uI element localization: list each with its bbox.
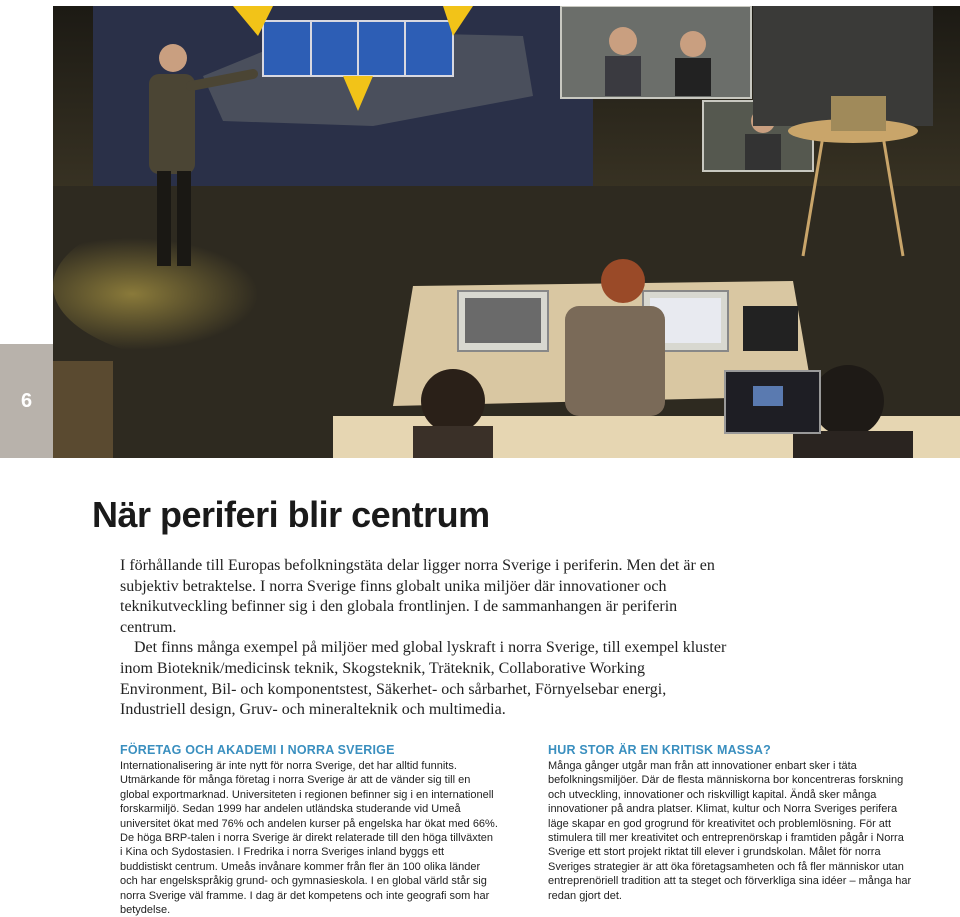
section-text: Internationalisering är inte nytt för norra Sverige, det har alltid funnits. Utmärkande för många företag i norra Sverige är att de vänder sig till en global exportmarknad. Universiteten i regionen befinner sig i en internationell forskarmiljö. Sedan 1999 har andelen utländska studerande vid Umeå universitet ökat med 76% och andelen kurser på engelska har ökat med 66%. De höga BRP-talen i norra Sverige är direkt relaterade till den höga tillväxten i Kina och Sydostasien. I Fredrika i norra Sveriges inland byggs ett buddistiskt centrum. Umeås invånare kommer från fler än 100 olika länder och har engelskspråkig grund- och gymnasieskola. I en global värld står sig norra Sverige väl framme. I dag är det kompetens och inte geografi som har betydelse. [120,760,498,917]
intro-paragraph-2: Det finns många exempel på miljöer med global lyskraft i norra Sverige, till exempel kluster inom Bioteknik/medicinsk teknik, Skogsteknik, Träteknik, Collaborative Working Environment, Bil- och komponentstest, Säkerhet- och sårbarhet, Förnyelsebar energi, Industriell design, Gruv- och mineralteknik och multimedia. [120,639,727,719]
intro-paragraph-1: I förhållande till Europas befolkningstäta delar ligger norra Sverige i periferin. Men det är en subjektiv betraktelse. I norra Sverige finns globalt unika miljöer där innovationer och teknikutveckling befinner sig i den globala frontlinjen. I de sammanhangen är periferin centrum. [120,557,715,636]
section-kritisk-massa [548,743,920,903]
page-number-label: 6 [20,389,33,412]
photo-presentation-room-icon [53,6,960,458]
page-number [0,344,53,458]
article-intro [120,556,732,721]
section-foretag-akademi [120,743,498,917]
article-title: När periferi blir centrum [92,494,490,535]
section-text: Många gånger utgår man från att innovationer enbart sker i täta befolkningsmiljöer. Där de flesta människorna bor koncentreras forskning och utveckling, innovationer och riskvilligt kapital. Ändå sker många innovationer på andra platser. Klimat, kultur och Norra Sveriges perifera läge skapar en god grogrund för kreativitet och problemlösning. För att stimulera till mer kreativitet och entreprenörskap i framtiden pågår i Norra Sverige ett stort projekt riktat till elever i grundskolan. Målet för norra Sveriges strategier är att öka företagsamheten och få fler människor utan entreprenöriell tradition att ta steget och förverkliga sina idéer – många har redan gjort det. [548,760,912,902]
section-heading: HUR STOR ÄR EN KRITISK MASSA? [548,743,771,757]
header-photo [53,6,960,458]
section-heading: FÖRETAG OCH AKADEMI I NORRA SVERIGE [120,743,395,757]
